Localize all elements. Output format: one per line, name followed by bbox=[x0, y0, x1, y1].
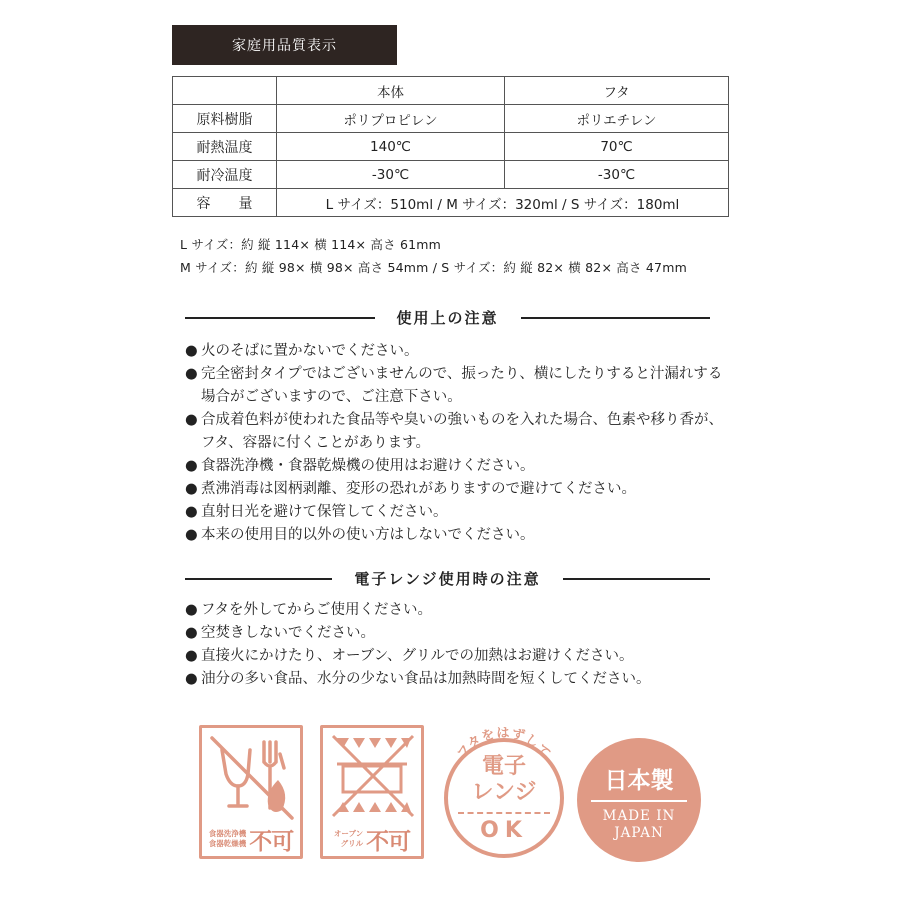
not-allowed-text: 不可 bbox=[366, 828, 411, 855]
bullet-icon: ● bbox=[185, 671, 198, 687]
table-header-cell: 本体 bbox=[277, 77, 505, 105]
table-row bbox=[173, 189, 729, 217]
dimensions-line-1: L サイズ：約 縦 114× 横 114× 高さ 61mm bbox=[180, 237, 442, 252]
not-allowed-text: 不可 bbox=[249, 828, 294, 855]
made-in-text: MADE IN bbox=[602, 808, 676, 824]
row-label: 耐熱温度 bbox=[173, 133, 277, 161]
lid-value: ポリエチレン bbox=[505, 105, 729, 133]
heading-rule-left bbox=[185, 317, 375, 319]
list-item: ● 合成着色料が使われた食品等や臭いの強いものを入れた場合、色素や移り香が、フタ、容器に付くことがあります。 bbox=[185, 409, 725, 455]
list-item: ● 火のそばに置かないでください。 bbox=[185, 340, 725, 363]
remove-lid-arc-text: フタをはずして bbox=[454, 725, 554, 762]
table-header-cell: フタ bbox=[505, 77, 729, 105]
bullet-icon: ● bbox=[185, 366, 198, 382]
dishes-drawing-icon bbox=[202, 728, 300, 824]
bullet-icon: ● bbox=[185, 527, 198, 543]
heading-rule-left bbox=[185, 578, 332, 580]
dimensions-line-2: M サイズ：約 縦 98× 横 98× 高さ 54mm / S サイズ：約 縦 82× 横 82× 高さ 47mm bbox=[180, 260, 687, 275]
body-value: -30℃ bbox=[277, 161, 505, 189]
bullet-icon: ● bbox=[185, 625, 198, 641]
quality-label-header bbox=[172, 25, 397, 65]
table-row bbox=[173, 105, 729, 133]
capacity-label: 容 量 bbox=[173, 189, 277, 217]
bullet-icon: ● bbox=[185, 343, 198, 359]
usage-section-heading bbox=[185, 307, 710, 328]
list-item: ● 油分の多い食品、水分の少ない食品は加熱時間を短くしてください。 bbox=[185, 668, 725, 691]
oven-text: オーブン bbox=[333, 829, 364, 838]
row-label: 原料樹脂 bbox=[173, 105, 277, 133]
grill-text: グリル bbox=[340, 839, 364, 848]
microwave-line-1: 電子 bbox=[481, 754, 526, 779]
microwave-section-title: 電子レンジ使用時の注意 bbox=[354, 570, 541, 588]
bullet-icon: ● bbox=[185, 412, 198, 428]
lid-value: 70℃ bbox=[505, 133, 729, 161]
capacity-value: L サイズ：510ml / M サイズ：320ml / S サイズ：180ml bbox=[277, 189, 729, 217]
microwave-notes-list bbox=[185, 599, 725, 691]
list-item: ● フタを外してからご使用ください。 bbox=[185, 599, 725, 622]
bullet-icon: ● bbox=[185, 648, 198, 664]
bullet-icon: ● bbox=[185, 481, 198, 497]
badge-divider bbox=[591, 800, 687, 802]
list-item: ● 煮沸消毒は図柄剥離、変形の恐れがありますので避けてください。 bbox=[185, 478, 725, 501]
dishwasher-text: 食器洗浄機 bbox=[208, 829, 247, 838]
row-label: 耐冷温度 bbox=[173, 161, 277, 189]
list-item: ● 直接火にかけたり、オーブン、グリルでの加熱はお避けください。 bbox=[185, 645, 725, 668]
usage-section-title: 使用上の注意 bbox=[396, 309, 499, 327]
japan-text: JAPAN bbox=[614, 825, 664, 841]
header-title: 家庭用品質表示 bbox=[232, 38, 337, 54]
heading-rule-right bbox=[521, 317, 711, 319]
body-value: ポリプロピレン bbox=[277, 105, 505, 133]
dashed-divider bbox=[458, 812, 550, 814]
usage-notes-list bbox=[185, 340, 725, 547]
oven-grill-prohibited-icon bbox=[320, 725, 424, 859]
made-in-japan-jp-text: 日本製 bbox=[604, 768, 674, 794]
oven-label bbox=[323, 822, 421, 856]
list-item: ● 空焚きしないでください。 bbox=[185, 622, 725, 645]
made-in-japan-badge bbox=[577, 738, 701, 862]
table-header-row bbox=[173, 77, 729, 105]
list-item: ● 完全密封タイプではございませんので、振ったり、横にしたりすると汁漏れする場合がございますので、ご注意下さい。 bbox=[185, 363, 725, 409]
body-value: 140℃ bbox=[277, 133, 505, 161]
ok-text: OK bbox=[480, 818, 528, 843]
list-item: ● 食器洗浄機・食器乾燥機の使用はお避けください。 bbox=[185, 455, 725, 478]
microwave-section-heading bbox=[185, 568, 710, 589]
lid-value: -30℃ bbox=[505, 161, 729, 189]
heading-rule-right bbox=[563, 578, 710, 580]
microwave-ok-icon bbox=[444, 738, 564, 858]
quality-spec-table bbox=[172, 76, 729, 217]
table-header-cell bbox=[173, 77, 277, 105]
list-item: ● 本来の使用目的以外の使い方はしないでください。 bbox=[185, 524, 725, 547]
bullet-icon: ● bbox=[185, 458, 198, 474]
table-row bbox=[173, 161, 729, 189]
bullet-icon: ● bbox=[185, 504, 198, 520]
list-item: ● 直射日光を避けて保管してください。 bbox=[185, 501, 725, 524]
dishwasher-label bbox=[202, 822, 300, 856]
dryer-text: 食器乾燥機 bbox=[208, 839, 247, 848]
microwave-line-2: レンジ bbox=[471, 780, 537, 805]
dishwasher-prohibited-icon bbox=[199, 725, 303, 859]
table-row bbox=[173, 133, 729, 161]
bullet-icon: ● bbox=[185, 602, 198, 618]
oven-drawing-icon bbox=[323, 728, 421, 824]
